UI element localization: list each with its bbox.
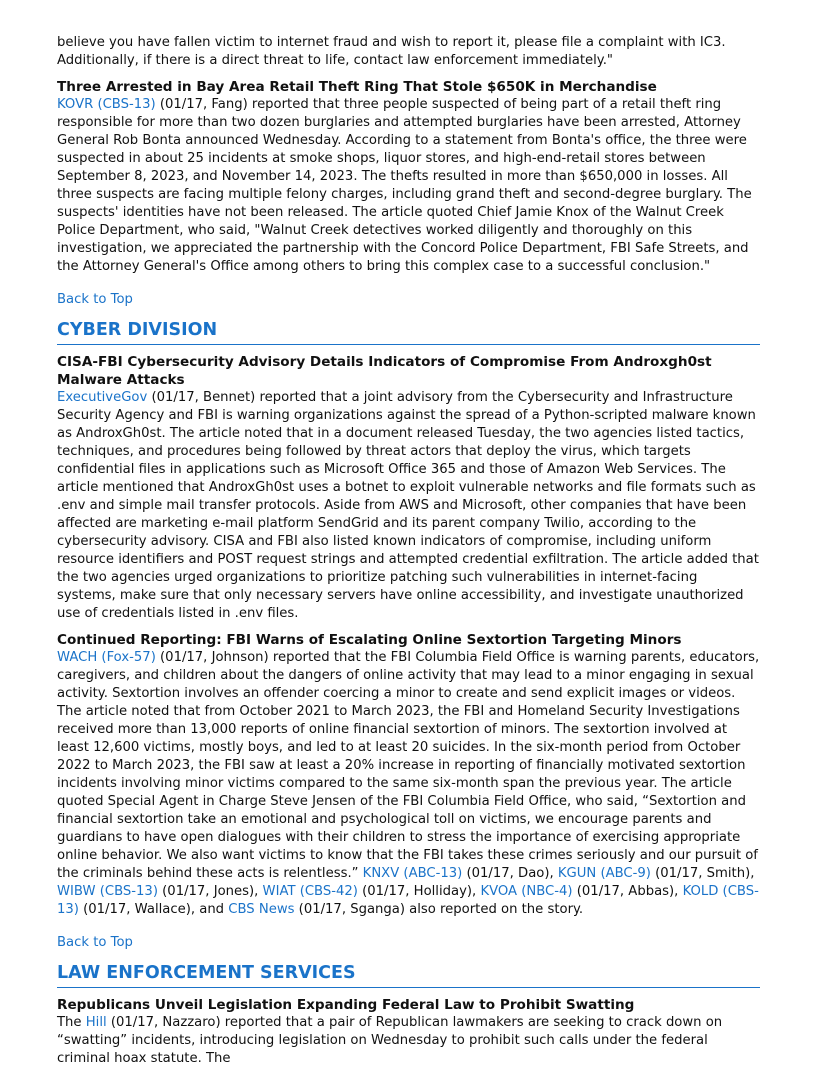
- source-link-cbs-news[interactable]: CBS News: [228, 902, 295, 917]
- citation-note: (01/17, Wallace), and: [78, 902, 229, 917]
- article-body-androxgh0st: [57, 389, 760, 623]
- source-link-wibw[interactable]: WIBW (CBS-13): [57, 884, 158, 899]
- citation-note: (01/17, Holliday),: [357, 884, 481, 899]
- article-headline-sextortion: Continued Reporting: FBI Warns of Escalating Online Sextortion Targeting Minors: [57, 632, 682, 648]
- source-link-kold[interactable]: KOLD (CBS-13): [57, 884, 759, 917]
- source-link-hill[interactable]: Hill: [85, 1015, 107, 1030]
- article-text: The: [57, 1015, 86, 1030]
- source-link-kgun[interactable]: KGUN (ABC-9): [557, 866, 651, 881]
- source-link-kovr[interactable]: KOVR (CBS-13): [57, 97, 156, 112]
- source-link-knxv[interactable]: KNXV (ABC-13): [362, 866, 463, 881]
- article-text: (01/17, Johnson) reported that the FBI Columbia Field Office is warning parents, educators, caregivers, and children about the dangers of online activity that may lead to a minor engaging in sexual activity. Sextortion involves an offender coercing a minor to create and send explicit images or videos. The article noted that from October 2021 to March 2023, the FBI and Homeland Security Investigations received more than 13,000 reports of online financial sextortion of minors. The sextortion involved at least 12,600 victims, mostly boys, and led to at least 20 suicides. In the six-month period from October 2022 to March 2023, the FBI saw at least a 20% increase in reporting of financially motivated sextortion incidents involving minor victims compared to the same six-month span the previous year. The article quoted Special Agent in Charge Steve Jensen of the FBI Columbia Field Office, who said, “Sextortion and financial sextortion take an emotional and psychological toll on victims, we encourage parents and guardians to have open dialogues with their children to stress the importance of exercising appropriate online behavior. We also want victims to know that the FBI takes these crimes seriously and our pursuit of the criminals behind these acts is relentless.”: [57, 650, 760, 881]
- source-link-wach[interactable]: WACH (Fox-57): [57, 650, 156, 665]
- article-text: (01/17, Bennet) reported that a joint advisory from the Cybersecurity and Infrastructure Security Agency and FBI is warning organizations against the spread of a Python-scripted malware known as AndroxGh0st. The article noted that in a document released Tuesday, the two agencies listed tactics, techniques, and procedures being followed by threat actors that deploy the virus, which targets confidential files in applications such as Microsoft Office 365 and those of Amazon Web Services. The article mentioned that AndroxGh0st uses a botnet to exploit vulnerable networks and file formats such as .env and simple mail transfer protocols. Aside from AWS and Microsoft, other companies that have been affected are marketing e-mail platform SendGrid and its parent company Twilio, according to the cybersecurity advisory. CISA and FBI also listed known indicators of compromise, including uniform resource identifiers and POST request strings and attempted credential exfiltration. The article added that the two agencies urged organizations to prioritize patching such vulnerabilities in internet-facing systems, make sure that only necessary servers have online accessibility, and investigate unauthorized use of credentials listed in .env files.: [57, 390, 759, 621]
- article-text: (01/17, Nazzaro) reported that a pair of Republican lawmakers are seeking to crack down on “swatting” incidents, introducing legislation on Wednesday to prohibit such calls under the federal criminal hoax statute. The: [57, 1015, 723, 1066]
- article-headline-swatting: Republicans Unveil Legislation Expanding Federal Law to Prohibit Swatting: [57, 997, 635, 1013]
- back-to-top-link[interactable]: Back to Top: [57, 935, 133, 950]
- article-body-retail-theft: [57, 96, 760, 276]
- document-page: [57, 34, 760, 1068]
- source-link-kvoa[interactable]: KVOA (NBC-4): [480, 884, 573, 899]
- back-to-top-link[interactable]: Back to Top: [57, 292, 133, 307]
- citation-note: (01/17, Dao),: [462, 866, 558, 881]
- article-headline-androxgh0st: CISA-FBI Cybersecurity Advisory Details Indicators of Compromise From Androxgh0st Malware Attacks: [57, 354, 712, 388]
- source-link-executivegov[interactable]: ExecutiveGov: [57, 390, 148, 405]
- intro-paragraph: believe you have fallen victim to internet fraud and wish to report it, please file a complaint with IC3. Additionally, if there is a direct threat to life, contact law enforcement immediately.": [57, 35, 726, 68]
- article-body-sextortion: [57, 649, 760, 919]
- article-headline-retail-theft: Three Arrested in Bay Area Retail Theft Ring That Stole $650K in Merchandise: [57, 79, 657, 95]
- citation-note: (01/17, Abbas),: [572, 884, 683, 899]
- section-title-cyber: CYBER DIVISION: [57, 319, 760, 345]
- citation-note: (01/17, Smith),: [650, 866, 755, 881]
- article-body-swatting: [57, 1014, 760, 1068]
- section-title-law-enforcement: LAW ENFORCEMENT SERVICES: [57, 962, 760, 988]
- article-text: (01/17, Fang) reported that three people suspected of being part of a retail theft ring responsible for more than two dozen burglaries and attempted burglaries have been arrested, Attorney General Rob Bonta announced Wednesday. According to a statement from Bonta's office, the three were suspected in about 25 incidents at smoke shops, liquor stores, and high-end-retail stores between September 8, 2023, and November 14, 2023. The thefts resulted in more than $650,000 in losses. All three suspects are facing multiple felony charges, including grand theft and second-degree burglary. The suspects' identities have not been released. The article quoted Chief Jamie Knox of the Walnut Creek Police Department, who said, "Walnut Creek detectives worked diligently and thoroughly on this investigation, we appreciated the partnership with the Concord Police Department, FBI Safe Streets, and the Attorney General's Office among others to bring this complex case to a successful conclusion.": [57, 97, 752, 274]
- source-link-wiat[interactable]: WIAT (CBS-42): [262, 884, 358, 899]
- citation-note: (01/17, Sganga) also reported on the story.: [294, 902, 584, 917]
- citation-note: (01/17, Jones),: [157, 884, 263, 899]
